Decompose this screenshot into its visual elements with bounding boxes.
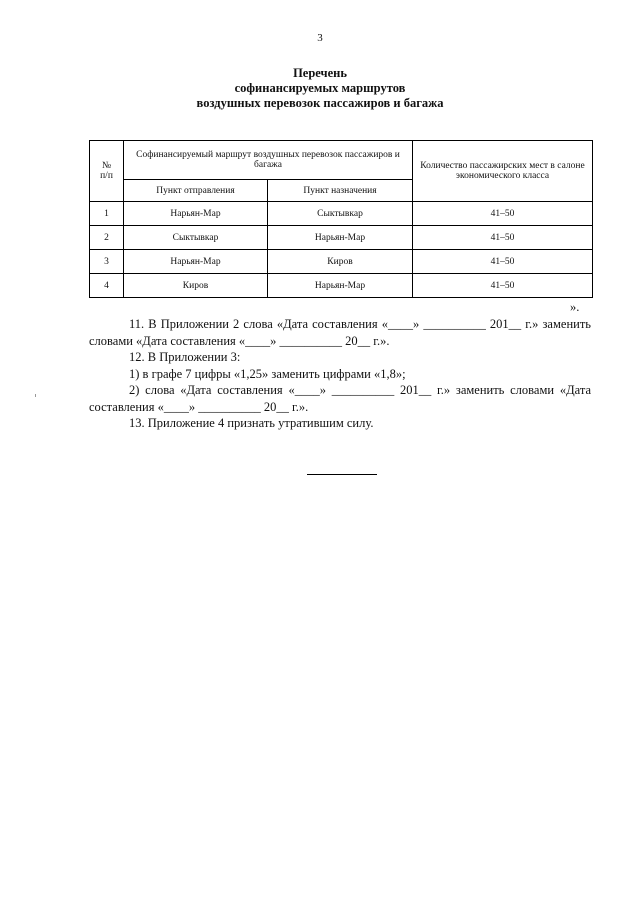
page-number: 3 [317, 32, 323, 44]
cell-destination: Сыктывкар [268, 202, 413, 226]
header-destination: Пункт назначения [268, 180, 413, 202]
table-row [90, 226, 593, 250]
title-line-1: Перечень [293, 66, 347, 80]
table-row [90, 250, 593, 274]
cell-seats: 41–50 [413, 250, 593, 274]
paragraph-12: 12. В Приложении 3: [129, 350, 241, 364]
paragraph-12-item-2: 2) слова «Дата составления «____» __________ 201__ г.» заменить словами «Дата составления «____» __________ 20__ г.». [89, 383, 591, 414]
cell-seats: 41–50 [413, 274, 593, 298]
document-title [0, 66, 640, 111]
title-line-3: воздушных перевозок пассажиров и багажа [196, 96, 444, 110]
end-separator-line [307, 474, 377, 475]
cell-departure: Сыктывкар [124, 226, 268, 250]
cell-number: 1 [90, 202, 124, 226]
table-header-row [90, 141, 593, 180]
paragraph-13: 13. Приложение 4 признать утратившим силу. [129, 416, 374, 430]
cell-departure: Нарьян-Мар [124, 250, 268, 274]
amendments-text [89, 316, 591, 432]
cell-departure: Нарьян-Мар [124, 202, 268, 226]
title-line-2: софинансируемых маршрутов [234, 81, 406, 95]
paragraph-12-item-1: 1) в графе 7 цифры «1,25» заменить цифрами «1,8»; [129, 366, 406, 381]
header-departure: Пункт отправления [124, 180, 268, 202]
table-row [90, 274, 593, 298]
header-number-abbr: п/п [100, 171, 113, 181]
header-number-sign: № [101, 161, 112, 171]
header-capacity: Количество пассажирских мест в салоне экономического класса [413, 141, 593, 202]
closing-quote: ». [570, 300, 580, 314]
cell-number: 3 [90, 250, 124, 274]
cell-destination: Киров [268, 250, 413, 274]
cell-departure: Киров [124, 274, 268, 298]
routes-table [89, 140, 593, 298]
table-row [90, 202, 593, 226]
cell-seats: 41–50 [413, 202, 593, 226]
cell-number: 2 [90, 226, 124, 250]
cell-destination: Нарьян-Мар [268, 274, 413, 298]
cell-destination: Нарьян-Мар [268, 226, 413, 250]
header-route: Софинансируемый маршрут воздушных перевозок пассажиров и багажа [124, 141, 413, 180]
header-number [90, 141, 124, 202]
scan-mark [35, 394, 36, 397]
cell-seats: 41–50 [413, 226, 593, 250]
paragraph-11: 11. В Приложении 2 слова «Дата составления «____» __________ 201__ г.» заменить словами «Дата составления «____» __________ 20__ г.». [89, 317, 591, 348]
cell-number: 4 [90, 274, 124, 298]
